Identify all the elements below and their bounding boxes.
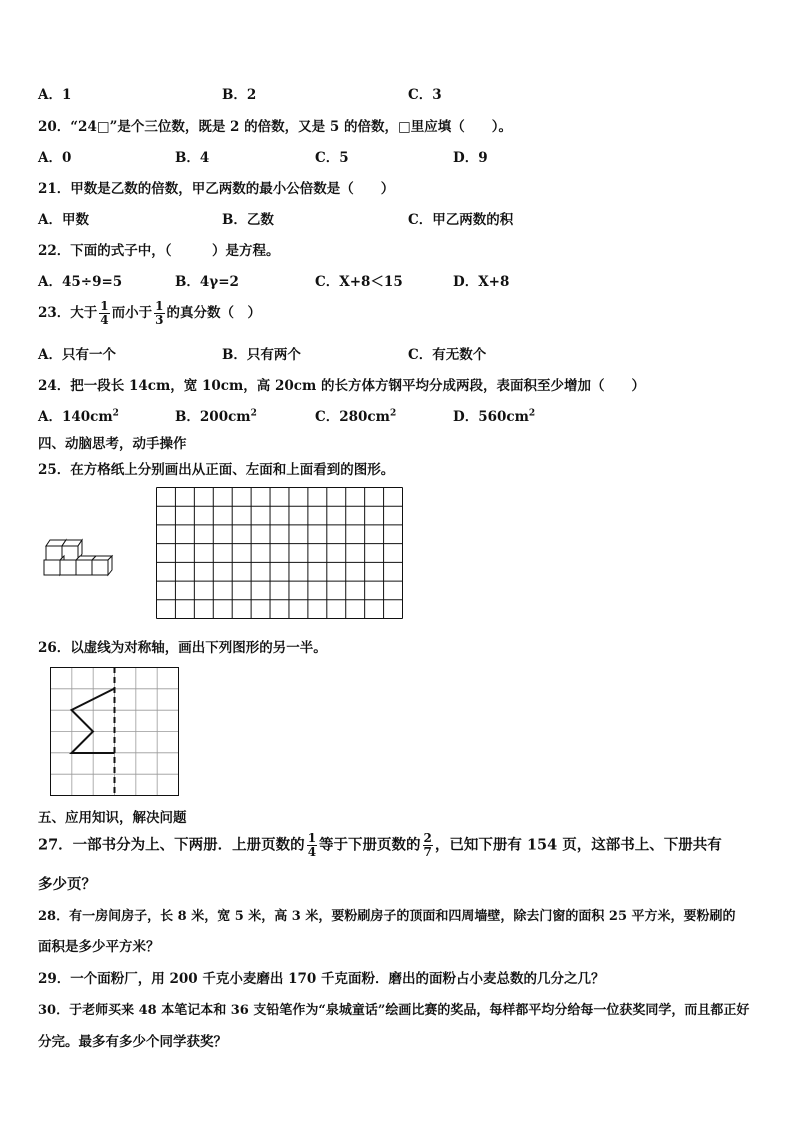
q19-option-b: B．2	[222, 87, 257, 103]
q20-option-c: C．5	[315, 150, 349, 166]
q24-option-b: B．$200cm^2$	[175, 408, 257, 425]
q22-option-b: B．4γ=2	[175, 274, 239, 290]
q20-option-d: D．9	[453, 150, 488, 166]
q21-option-b: B．乙数	[222, 212, 274, 228]
q20-stem: 20．“24□”是个三位数，既是 2 的倍数，又是 5 的倍数，□里应填（ ）。	[38, 119, 512, 135]
section-five-heading: 五、应用知识，解决问题	[38, 810, 187, 826]
q19-option-c: C．3	[408, 87, 442, 103]
q22-option-a: A．45÷9=5	[38, 274, 123, 290]
q20-option-b: B．4	[175, 150, 210, 166]
q21-option-a: A．甲数	[38, 212, 89, 228]
q24-stem: 24．把一段长 14cm，宽 10cm，高 20cm 的长方体方钢平均分成两段，表面积至少增加（ ）	[38, 378, 645, 394]
fraction-two-sevenths: $\frac{2}{7}$	[423, 831, 432, 859]
fraction-one-quarter: $\frac{1}{4}$	[307, 831, 317, 859]
q26-stem: 26．以虚线为对称轴，画出下列图形的另一半。	[38, 640, 327, 656]
q24-option-a: A．$140cm^2$	[38, 408, 119, 425]
q23-pre: 23．大于	[38, 305, 98, 321]
q30-line1: 30．于老师买来 48 本笔记本和 36 支铅笔作为“泉城童话”绘画比赛的奖品，每样都平均分给每一位获奖同学，而且都正好	[38, 1003, 750, 1018]
q23-option-a: A．只有一个	[38, 347, 116, 363]
q23-mid: 而小于	[111, 305, 153, 321]
cube-stack-figure	[40, 534, 120, 578]
q28-line1: 28．有一房间房子，长 8 米，宽 5 米，高 3 米，要粉刷房子的顶面和四周墙壁，除去门窗的面积 25 平方米，要粉刷的	[38, 909, 736, 924]
q22-option-c: C．X+8＜15	[315, 274, 403, 290]
fraction-one-third: $\frac{1}{3}$	[155, 299, 164, 327]
q25-square-grid[interactable]	[156, 487, 404, 620]
q24-option-c: C．$280cm^2$	[315, 408, 397, 425]
section-four-heading: 四、动脑思考，动手操作	[38, 436, 187, 452]
q29-stem: 29．一个面粉厂，用 200 千克小麦磨出 170 千克面粉．磨出的面粉占小麦总数的几分之几？	[38, 971, 605, 987]
q23-option-b: B．只有两个	[222, 347, 301, 363]
q23-option-c: C．有无数个	[408, 347, 487, 363]
q22-option-d: D．X+8	[453, 274, 510, 290]
q27-line2: 多少页？	[38, 876, 96, 893]
q20-option-a: A．0	[38, 150, 72, 166]
fraction-one-quarter: $\frac{1}{4}$	[100, 299, 109, 327]
q24-option-d: D．$560cm^2$	[453, 408, 536, 425]
q27-line1: 27．一部书分为上、下两册．上册页数的 $\frac{1}{4}$ 等于下册页数的 $\frac{2}{7}$ ，已知下册有 154 页，这部书上、下册共有	[38, 831, 722, 859]
q25-stem: 25．在方格纸上分别画出从正面、左面和上面看到的图形。	[38, 462, 395, 478]
q21-stem: 21．甲数是乙数的倍数，甲乙两数的最小公倍数是（ ）	[38, 181, 395, 197]
q23-post: 的真分数（ ）	[166, 305, 262, 321]
q21-option-c: C．甲乙两数的积	[408, 212, 514, 228]
q23-stem	[38, 300, 261, 327]
q19-option-a: A．1	[38, 87, 72, 103]
q22-stem: 22．下面的式子中，（ ）是方程。	[38, 243, 280, 259]
q26-symmetry-grid[interactable]	[50, 667, 180, 797]
q28-line2: 面积是多少平方米？	[38, 939, 160, 955]
q30-line2: 分完。最多有多少个同学获奖？	[38, 1034, 227, 1050]
